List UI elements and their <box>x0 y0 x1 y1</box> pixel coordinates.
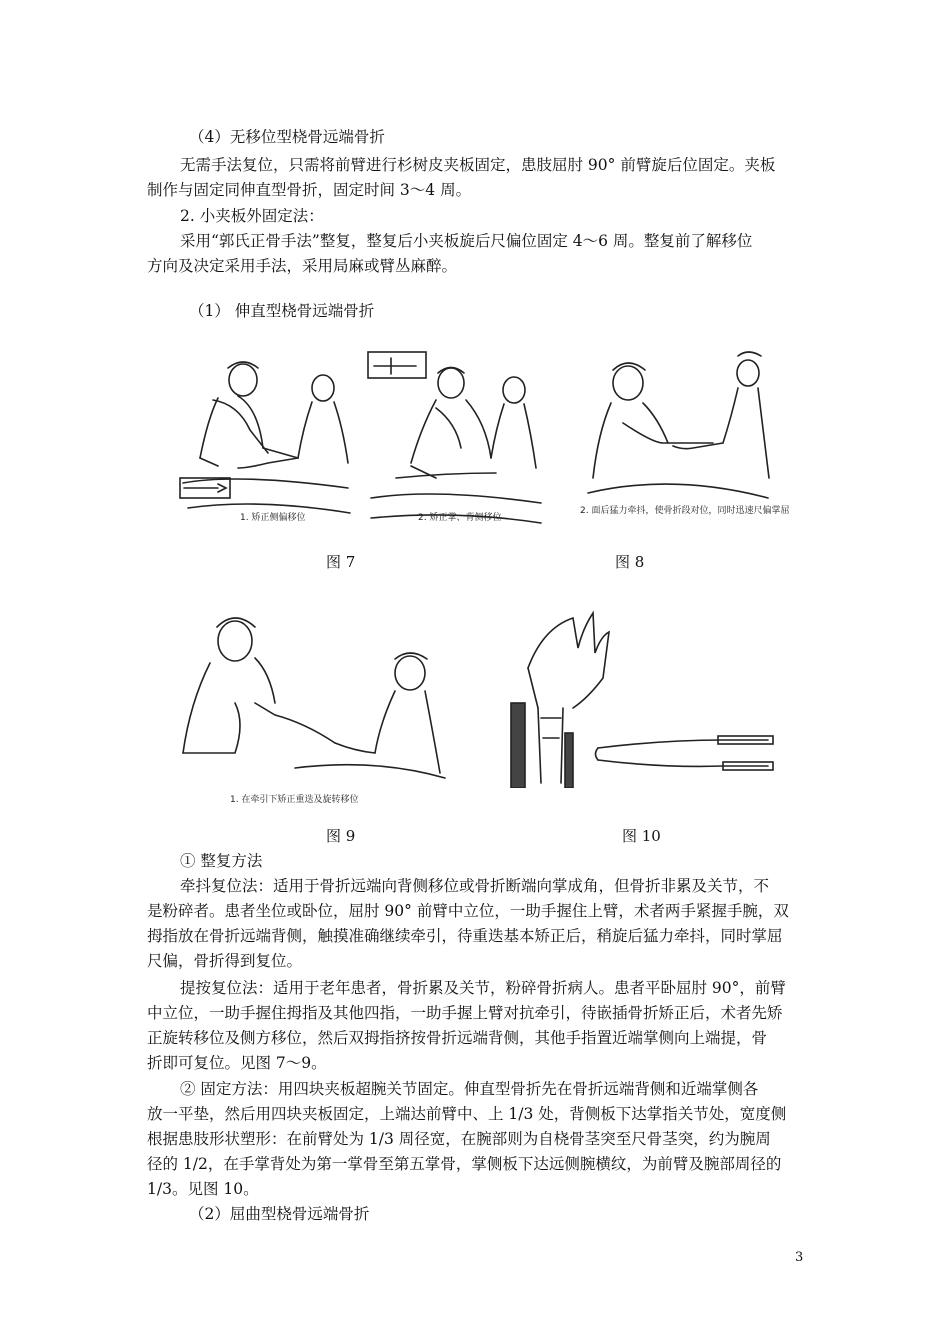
fig8-caption: 2. 面后猛力牵抖，使骨折段对位，同时迅速尺偏掌屈 <box>580 506 790 516</box>
fig7-panel2-illustration <box>366 348 544 532</box>
paragraph-line: 径的 1/2，在手掌背处为第一掌骨至第五掌骨，掌侧板下达远侧腕横纹，为前臂及腕部周径的 <box>147 1155 782 1173</box>
fig9-caption: 1. 在牵引下矫正重迭及旋转移位 <box>230 795 359 805</box>
paragraph-line: 牵抖复位法：适用于骨折远端向背侧移位或骨折断端向掌成角，但骨折非累及关节，不 <box>180 877 770 895</box>
paragraph-line: 放一平垫，然后用四块夹板固定，上端达前臂中、上 1/3 处，背侧板下达掌指关节处，宽度侧 <box>147 1105 787 1123</box>
fig10-label: 图 10 <box>622 827 661 845</box>
fig7-panel1-illustration <box>178 338 353 530</box>
fig8-illustration <box>583 348 773 516</box>
paragraph-line: 是粉碎者。患者坐位或卧位，屈肘 90° 前臂中立位，一助手握住上臂，术者两手紧握手腕，双 <box>147 902 789 920</box>
fig9-label: 图 9 <box>326 827 356 845</box>
paragraph-line: 尺偏，骨折得到复位。 <box>147 952 303 970</box>
fig9-illustration <box>175 603 447 811</box>
fig8-label: 图 8 <box>615 553 645 571</box>
paragraph-line: 折即可复位。见图 7～9。 <box>147 1054 327 1072</box>
fig7-label: 图 7 <box>326 553 356 571</box>
fig7-panel2-caption: 2. 矫正掌、背侧移位 <box>418 513 502 523</box>
fixation-heading: ② 固定方法：用四块夹板超腕关节固定。伸直型骨折先在骨折远端背侧和近端掌侧各 <box>180 1080 759 1098</box>
method-heading: 2. 小夹板外固定法： <box>180 207 324 225</box>
paragraph-line: 无需手法复位，只需将前臂进行杉树皮夹板固定，患肢屈肘 90° 前臂旋后位固定。夹板 <box>180 156 776 174</box>
fig10-illustration <box>503 608 785 788</box>
fig7-panel1-caption: 1. 矫正侧偏移位 <box>240 513 306 523</box>
paragraph-line: 根据患肢形状塑形：在前臂处为 1/3 周径宽，在腕部则为自桡骨茎突至尺骨茎突，约为腕周 <box>147 1130 771 1148</box>
paragraph-line: 制作与固定同伸直型骨折，固定时间 3～4 周。 <box>147 181 472 199</box>
reduction-heading: ① 整复方法 <box>180 852 263 870</box>
section-heading-4: （4）无移位型桡骨远端骨折 <box>189 128 385 146</box>
page-number: 3 <box>795 1250 804 1265</box>
subsection-heading-1: （1） 伸直型桡骨远端骨折 <box>189 302 375 320</box>
paragraph-line: 1/3。见图 10。 <box>147 1180 259 1198</box>
paragraph-line: 采用“郭氏正骨手法”整复，整复后小夹板旋后尺偏位固定 4～6 周。整复前了解移位 <box>180 232 753 250</box>
paragraph-line: 方向及决定采用手法，采用局麻或臂丛麻醉。 <box>147 257 458 275</box>
subsection-heading-2: （2）屈曲型桡骨远端骨折 <box>189 1205 370 1223</box>
paragraph-line: 拇指放在骨折远端背侧，触摸准确继续牵引，待重迭基本矫正后，稍旋后猛力牵抖，同时掌屈 <box>147 927 783 945</box>
paragraph-line: 中立位，一助手握住拇指及其他四指，一助手握上臂对抗牵引，待嵌插骨折矫正后，术者先矫 <box>147 1004 783 1022</box>
paragraph-line: 提按复位法：适用于老年患者，骨折累及关节，粉碎骨折病人。患者平卧屈肘 90°，前臂 <box>180 979 786 997</box>
paragraph-line: 正旋转移位及侧方移位，然后双拇指挤按骨折远端背侧，其他手指置近端掌侧向上端提，骨 <box>147 1029 768 1047</box>
